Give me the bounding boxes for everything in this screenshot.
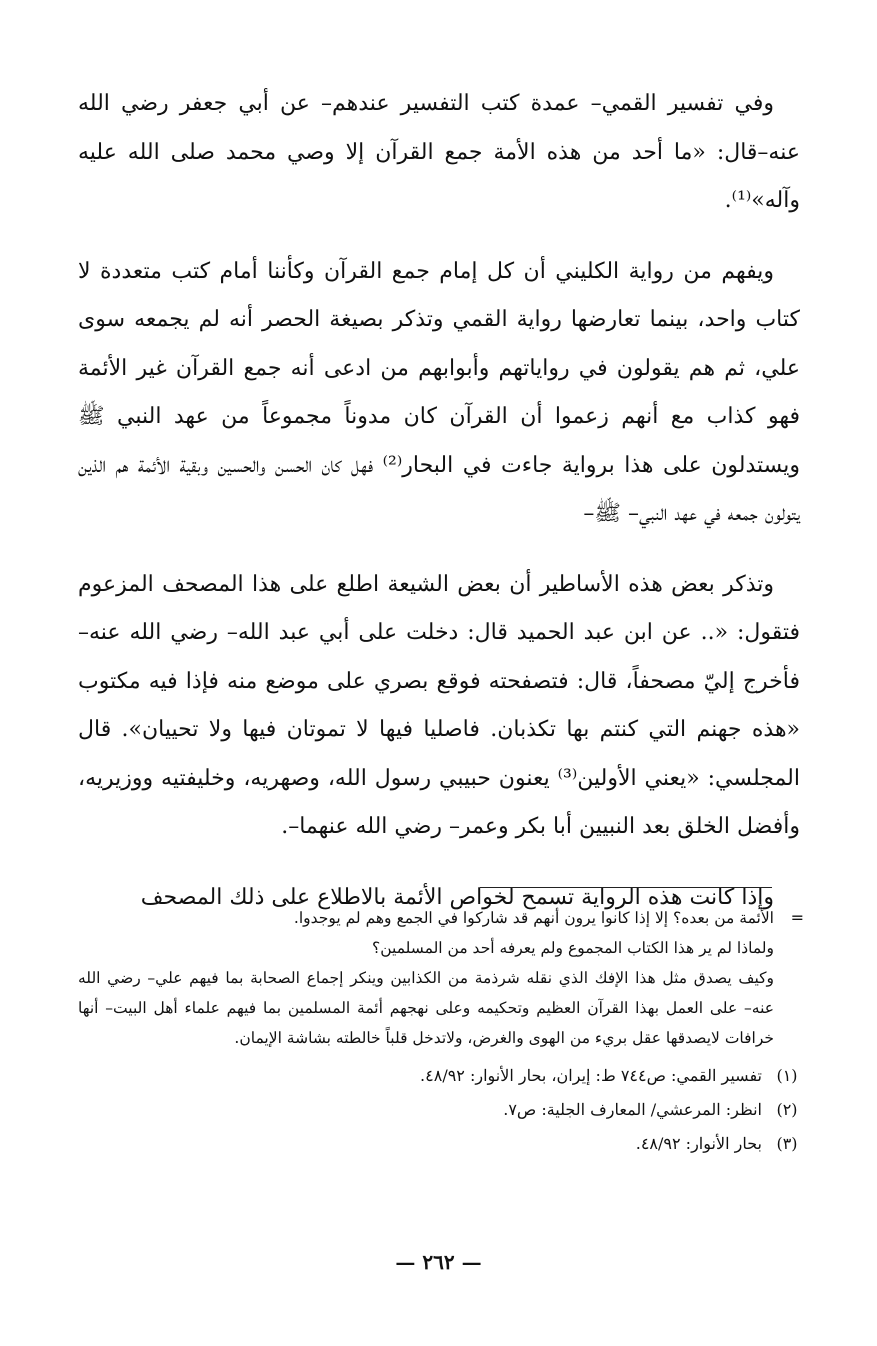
footnote-number: (٢) xyxy=(776,1100,798,1119)
continuation-line-1: الأئمة من بعده؟ إلا إذا كانوا يرون أنهم قد شاركوا في الجمع وهم لم يوجدوا. xyxy=(293,909,774,927)
footnote-continuation xyxy=(78,903,804,1053)
paragraph-4: وإذا كانت هذه الرواية تسمح لخواص الأئمة بالاطلاع على ذلك المصحف xyxy=(140,884,774,910)
paragraph-3: وتذكر بعض هذه الأساطير أن بعض الشيعة اطلع على هذا المصحف المزعوم فتقول: «.. عن ابن عبد الحميد قال: دخلت على أبي عبد الله– رضي الله عنه– فأخرج إليّ مصحفاً، قال: فتصفحته فوقع بصري على موضع منه فإذا فيه مكتوب «هذه جهنم التي كنتم بها تكذبان. فاصليا فيها لا تموتان فيها ولا تحييان». قال المجلسي: «يعني الأولين⁽³⁾ يعنون حبيبي رسول الله، وصهريه، وخليفتيه ووزيريه، وأفضل الخلق بعد النبيين أبا بكر وعمر– رضي الله عنهما–. xyxy=(78,571,801,839)
footnote-text: انظر: المرعشي/ المعارف الجلية: ص٧. xyxy=(503,1100,762,1119)
footnote-number: (٣) xyxy=(776,1134,798,1153)
continuation-line-2: ولماذا لم ير هذا الكتاب المجموع ولم يعرفه أحد من المسلمين؟ xyxy=(371,939,774,957)
continuation-line-3: وكيف يصدق مثل هذا الإفك الذي نقله شرذمة من الكذابين وينكر إجماع الصحابة بما فيهم علي– رضي الله عنه– على العمل بهذا القرآن العظيم وتحكيمه وعلى نهجهم أئمة المسلمين بما فيهم علماء أهل البيت– أنها خرافات لايصدقها عقل بريء من الهوى والغرض، ولاتدخل قلباً خالطته بشاشة الإيمان. xyxy=(78,969,774,1047)
footnote-separator xyxy=(480,887,772,888)
paragraph-2: ويفهم من رواية الكليني أن كل إمام جمع القرآن وكأننا أمام كتب متعددة لا كتاب واحد، بينما تعارضها رواية القمي وتذكر بصيغة الحصر أنه لم يجمعه سوى علي، ثم هم يقولون في رواياتهم وأبوابهم من ادعى أنه جمع القرآن غير الأئمة فهو كذاب مع أنهم زعموا أن القرآن كان مدوناً مجموعاً من عهد النبي ﷺ ويستدلون على هذا برواية جاءت في البحار⁽²⁾ فهل كان الحسن والحسين وبقية الأئمة هم الذين يتولون جمعه في عهد النبي– ﷺ– xyxy=(78,258,801,526)
footnote-number: (١) xyxy=(776,1066,798,1085)
continuation-marker: = xyxy=(790,908,804,927)
footnote-text: بحار الأنوار: ٤٨/٩٢. xyxy=(635,1134,762,1153)
footnote-3 xyxy=(78,1127,804,1161)
footnote-2 xyxy=(78,1093,804,1127)
page-number: — ٢٦٢ — xyxy=(395,1250,482,1274)
footnote-1 xyxy=(78,1059,804,1093)
paragraph-1: وفي تفسير القمي– عمدة كتب التفسير عندهم– عن أبي جعفر رضي الله عنه–قال: «ما أحد من هذه الأمة جمع القرآن إلا وصي محمد صلى الله عليه وآله»⁽¹⁾. xyxy=(78,91,800,213)
footnote-text: تفسير القمي: ص٧٤٤ ط: إيران، بحار الأنوار: ٤٨/٩٢. xyxy=(420,1066,762,1085)
main-text xyxy=(78,80,800,922)
footnotes xyxy=(78,903,804,1161)
footnote-list xyxy=(78,1059,804,1161)
